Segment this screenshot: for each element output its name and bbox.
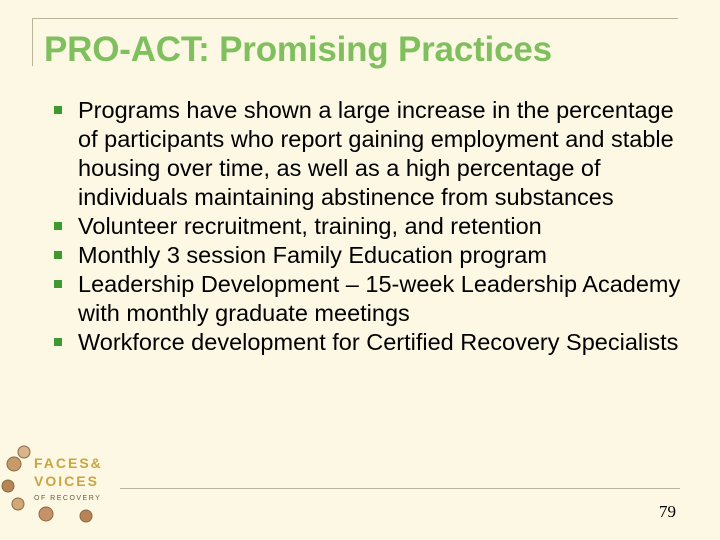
square-bullet-icon bbox=[54, 251, 62, 259]
bullet-item bbox=[44, 212, 684, 241]
bullet-text: Volunteer recruitment, training, and retention bbox=[78, 213, 542, 239]
bullet-text: Workforce development for Certified Recovery Specialists bbox=[78, 329, 679, 355]
square-bullet-icon bbox=[54, 222, 62, 230]
bullet-text: Monthly 3 session Family Education program bbox=[78, 242, 547, 268]
square-bullet-icon bbox=[54, 280, 62, 288]
logo-line1: FACES& bbox=[34, 455, 103, 471]
footer-rule bbox=[120, 488, 680, 489]
bullet-item bbox=[44, 270, 684, 328]
bullet-item bbox=[44, 96, 684, 212]
bullet-item bbox=[44, 241, 684, 270]
square-bullet-icon bbox=[54, 106, 62, 114]
page-number: 79 bbox=[659, 502, 676, 521]
logo-line2: VOICES bbox=[34, 473, 99, 489]
bullet-list bbox=[44, 96, 684, 357]
bullet-text: Programs have shown a large increase in the percentage of participants who report gaining employment and stable housing over time, as well as a high percentage of individuals maintaining abstinence from substances bbox=[78, 97, 674, 210]
bullet-text: Leadership Development – 15-week Leadership Academy with monthly graduate meetings bbox=[78, 271, 681, 326]
bullet-item bbox=[44, 328, 684, 357]
frame-left-rule bbox=[32, 18, 33, 66]
logo-line3: OF RECOVERY bbox=[34, 495, 102, 502]
square-bullet-icon bbox=[54, 338, 62, 346]
frame-top-rule bbox=[32, 18, 678, 19]
slide-title: PRO-ACT: Promising Practices bbox=[44, 30, 552, 69]
faces-voices-logo bbox=[0, 438, 120, 530]
